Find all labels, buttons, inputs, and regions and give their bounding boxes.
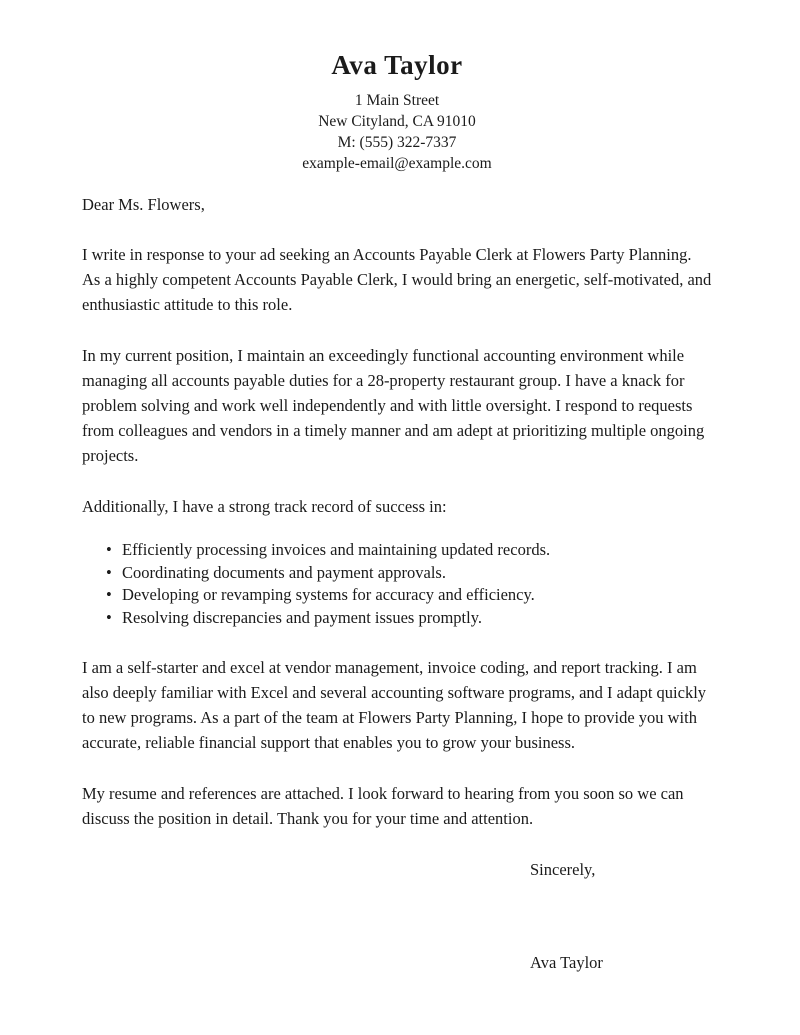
closing-salutation: Sincerely, <box>530 860 596 879</box>
salutation: Dear Ms. Flowers, <box>82 195 205 214</box>
address-city-state-zip: New Cityland, CA 91010 <box>318 113 476 130</box>
email-address: example-email@example.com <box>302 155 492 172</box>
sender-name: Ava Taylor <box>331 50 463 80</box>
paragraph-resume-attached: My resume and references are attached. I look forward to hearing from you soon so we can discuss the position in detail. Thank you for your time and attention. <box>82 784 684 828</box>
skills-list <box>82 539 712 629</box>
signature-name: Ava Taylor <box>530 953 603 972</box>
list-item: • Efficiently processing invoices and maintaining updated records. <box>106 539 712 562</box>
letter-body <box>82 192 712 975</box>
list-item: • Coordinating documents and payment approvals. <box>106 562 712 585</box>
paragraph-track-record-lead: Additionally, I have a strong track record of success in: <box>82 497 447 516</box>
list-item: • Developing or revamping systems for accuracy and efficiency. <box>106 584 712 607</box>
paragraph-self-starter: I am a self-starter and excel at vendor management, invoice coding, and report tracking. I am also deeply familiar with Excel and several accounting software programs, and I adapt quickly to new programs. As a part of the team at Flowers Party Planning, I hope to provide you with accurate, reliable financial support that enables you to grow your business. <box>82 658 707 752</box>
list-item: • Resolving discrepancies and payment issues promptly. <box>106 607 712 630</box>
paragraph-current-position: In my current position, I maintain an exceedingly functional accounting environment while managing all accounts payable duties for a 28-property restaurant group. I have a knack for problem solving and work well independently and with little oversight. I respond to requests from colleagues and vendors in a timely manner and am adept at prioritizing multiple ongoing projects. <box>82 346 705 465</box>
paragraph-intro: I write in response to your ad seeking an Accounts Payable Clerk at Flowers Party Planning. As a highly competent Accounts Payable Clerk, I would bring an energetic, self-motivated, and enthusiastic attitude to this role. <box>82 245 712 314</box>
closing-block <box>530 857 712 975</box>
phone-number: M: (555) 322-7337 <box>337 134 457 151</box>
letter-header <box>82 50 712 174</box>
address-street: 1 Main Street <box>354 92 440 109</box>
contact-info <box>82 90 712 174</box>
